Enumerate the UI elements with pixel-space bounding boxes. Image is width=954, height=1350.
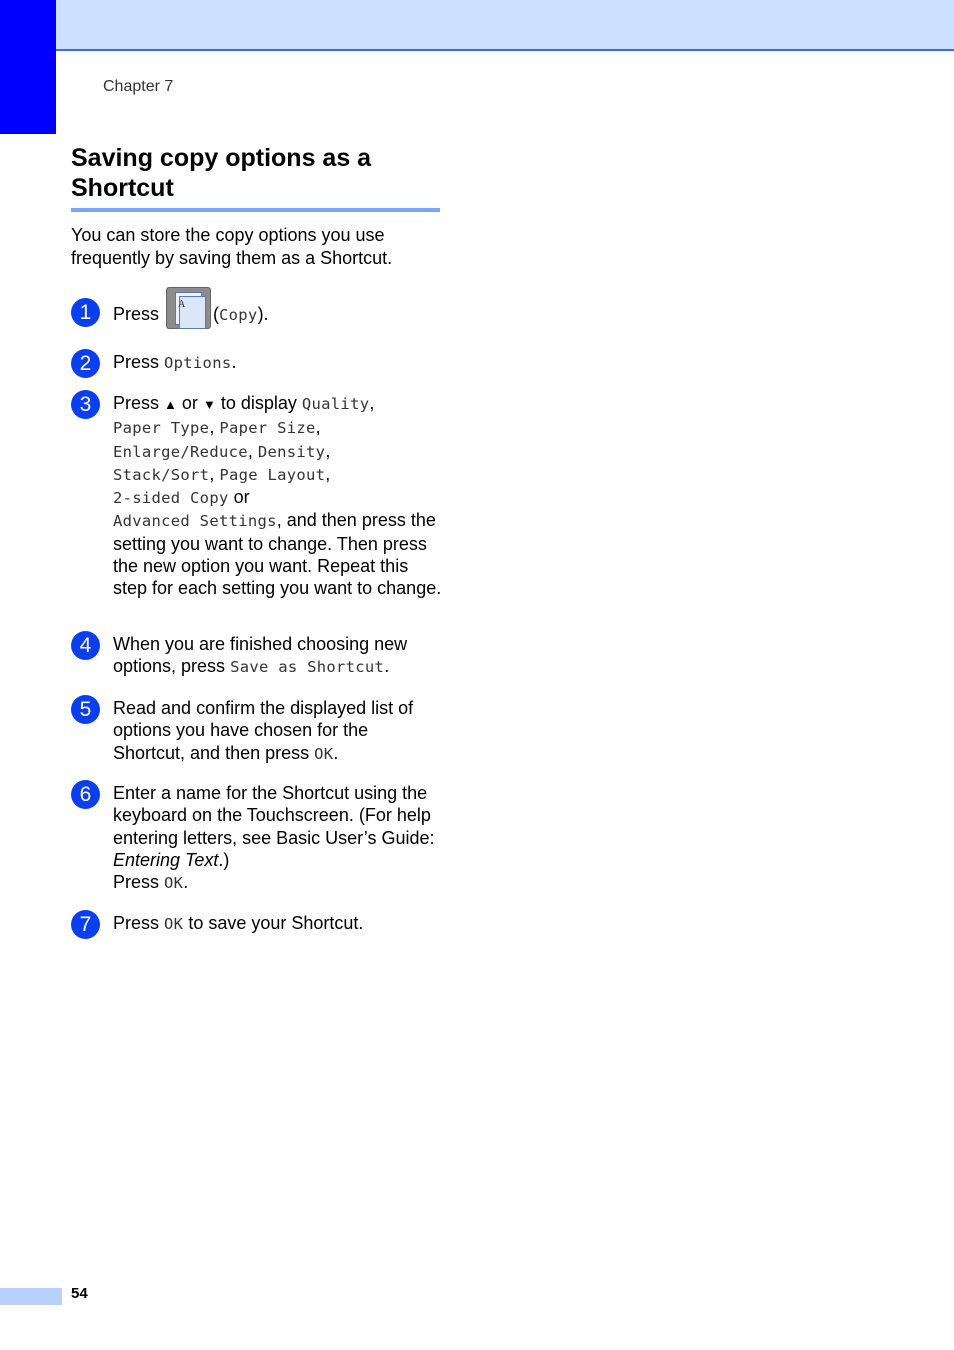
intro-paragraph: You can store the copy options you use frequently by saving them as a Shortcut. — [71, 225, 393, 268]
option-paper-type: Paper Type — [113, 419, 210, 438]
save-as-shortcut-label: Save as Shortcut — [230, 658, 385, 677]
options-label: Options — [164, 354, 232, 372]
option-enlarge-reduce: Enlarge/Reduce — [113, 442, 248, 461]
chapter-tab — [0, 0, 56, 134]
option-density: Density — [257, 442, 326, 461]
chapter-label: Chapter 7 — [103, 78, 174, 95]
page-number: 54 — [71, 1285, 88, 1302]
step-number: 4 — [71, 631, 100, 660]
step-number: 1 — [71, 298, 100, 327]
option-2-sided-copy: 2-sided Copy — [113, 489, 229, 508]
step-number: 6 — [71, 780, 100, 809]
up-arrow-icon: ▲ — [164, 397, 177, 412]
section-title: Saving copy options as a Shortcut — [71, 144, 372, 202]
option-stack-sort: Stack/Sort — [113, 465, 210, 484]
down-arrow-icon: ▼ — [202, 397, 216, 412]
ok-label: OK — [164, 874, 184, 893]
ok-label: OK — [164, 915, 184, 933]
option-page-layout: Page Layout — [219, 465, 326, 484]
option-paper-size: Paper Size — [219, 419, 316, 438]
copy-button-icon: A — [166, 287, 211, 329]
step-number: 5 — [71, 695, 100, 724]
option-quality: Quality — [301, 395, 370, 413]
page-number-tab — [0, 1288, 62, 1305]
ok-label: OK — [314, 744, 334, 763]
guide-reference: Entering Text — [113, 849, 219, 870]
header-band — [0, 0, 954, 51]
step-number: 7 — [71, 910, 100, 939]
copy-label: Copy — [219, 305, 258, 324]
title-underline — [71, 208, 440, 212]
step-number: 3 — [71, 390, 100, 419]
step-number: 2 — [71, 349, 100, 378]
option-advanced-settings: Advanced Settings — [113, 512, 277, 531]
